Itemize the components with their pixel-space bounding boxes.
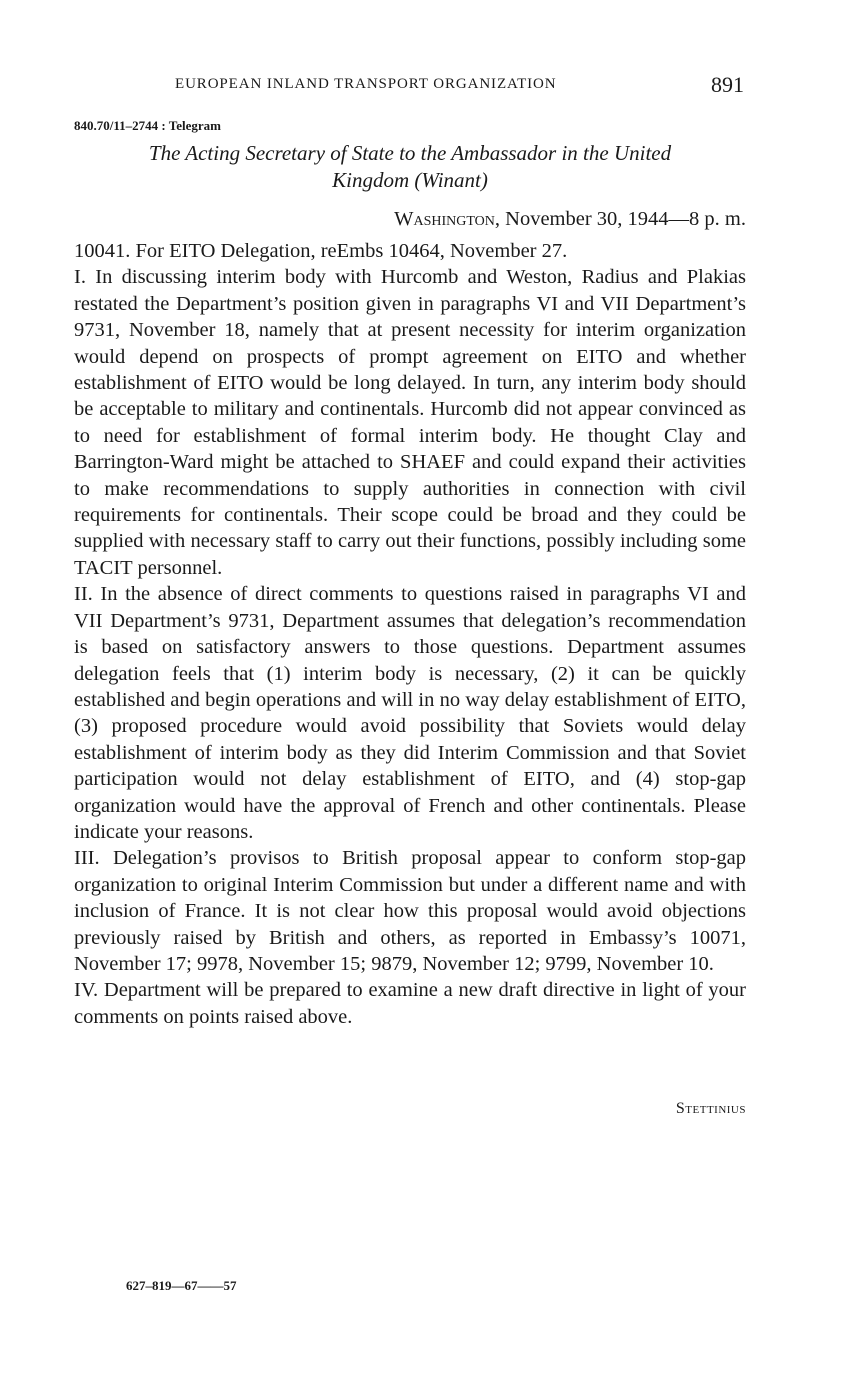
paragraph-section-iv: IV. Department will be prepared to examine a new draft directive in light of your comments on points raised above. — [74, 979, 746, 1028]
paragraph-section-ii: II. In the absence of direct comments to questions raised in paragraphs VI and VII Department’s 9731, Department assumes that delegation’s recommendation is based on satisfactory answers to those questions. Department assumes delegation feels that (1) interim body is necessary, (2) it can be quickly established and begin operations and will in no way delay establishment of EITO, (3) proposed procedure would avoid possibility that Soviets would delay establishment of interim body as they did Interim Commission and that Soviet participation would not delay establishment of EITO, and (4) stop-gap organization would have the approval of French and other continentals. Please indicate your reasons. — [74, 583, 746, 843]
document-title — [74, 140, 746, 194]
paragraph-section-i: I. In discussing interim body with Hurcomb and Weston, Radius and Plakias restated the Department’s position given in paragraphs VI and VII Department’s 9731, November 18, namely that at present necessity for interim organization would depend on prospects of prompt agreement on EITO and whether establishment of EITO would be long delayed. In turn, any interim body should be acceptable to military and continentals. Hurcomb did not appear convinced as to need for establishment of formal interim body. He thought Clay and Barrington-Ward might be attached to SHAEF and could expand their activities to make recommendations to supply authorities in connection with civil requirements for continentals. Their scope could be broad and they could be supplied with necessary staff to carry out their functions, possibly including some TACIT personnel. — [74, 266, 746, 579]
running-head — [74, 72, 746, 100]
dateline-place: Washington — [394, 208, 495, 230]
document-title-line-2: Kingdom (Winant) — [332, 168, 488, 192]
file-number: 840.70/11–2744 : Telegram — [74, 118, 221, 133]
document-title-line-1: The Acting Secretary of State to the Ambassador in the United — [148, 141, 672, 165]
running-title: EUROPEAN INLAND TRANSPORT ORGANIZATION — [175, 76, 557, 92]
paragraph-section-iii: III. Delegation’s provisos to British proposal appear to conform stop-gap organization to original Interim Commission but under a different name and with inclusion of France. It is not clear how this proposal would avoid objections previously raised by British and others, as reported in Embassy’s 10071, November 17; 9978, November 15; 9879, November 12; 9799, November 10. — [74, 847, 746, 975]
document-page — [74, 0, 746, 1380]
dateline — [394, 208, 746, 231]
dateline-date: , November 30, 1944—8 p. m. — [494, 208, 746, 230]
signature: Stettinius — [675, 1100, 746, 1117]
paragraph-reference: 10041. For EITO Delegation, reEmbs 10464, November 27. — [74, 240, 568, 262]
page-number: 891 — [711, 72, 744, 97]
print-code: 627–819—67——57 — [126, 1278, 237, 1293]
telegram-body — [74, 238, 746, 1030]
